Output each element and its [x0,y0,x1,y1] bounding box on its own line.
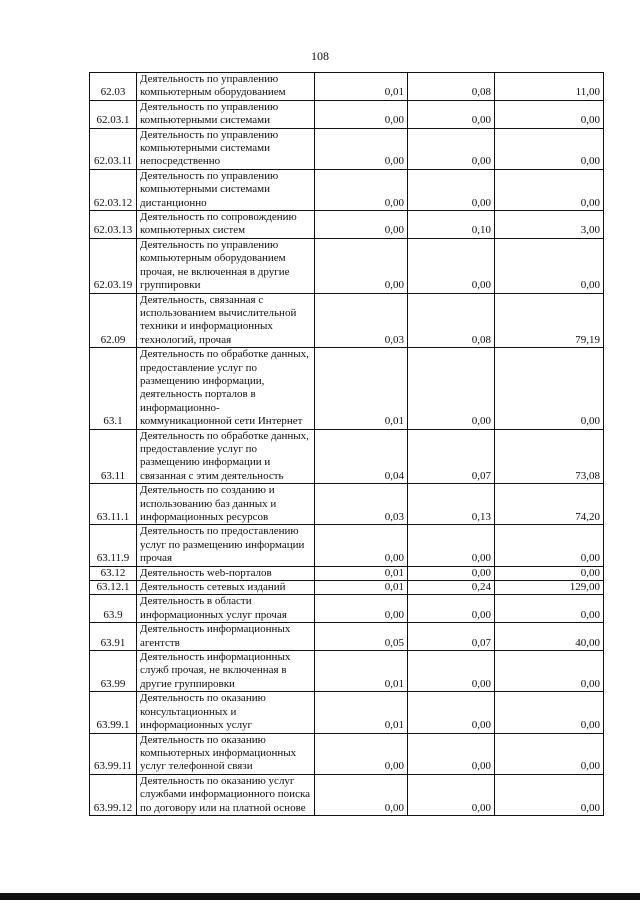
value-1-cell: 0,00 [315,774,408,815]
description-cell: Деятельность по оказанию консультационных и информационных услуг [137,692,315,733]
value-2-cell: 0,00 [408,595,495,623]
code-cell: 63.11 [90,429,137,484]
value-2-cell: 0,08 [408,293,495,348]
description-cell: Деятельность по управлению компьютерным оборудованием [137,73,315,101]
value-2-cell: 0,00 [408,348,495,429]
code-cell: 63.99 [90,651,137,692]
value-1-cell: 0,00 [315,733,408,774]
value-1-cell: 0,00 [315,211,408,239]
value-1-cell: 0,00 [315,100,408,128]
description-cell: Деятельность по созданию и использованию баз данных и информационных ресурсов [137,484,315,525]
table-row [90,429,604,484]
description-cell: Деятельность информационных служб прочая, не включенная в другие группировки [137,651,315,692]
value-1-cell: 0,01 [315,73,408,101]
value-2-cell: 0,00 [408,128,495,169]
value-3-cell: 3,00 [495,211,604,239]
description-cell: Деятельность сетевых изданий [137,581,315,595]
value-2-cell: 0,00 [408,238,495,293]
value-1-cell: 0,01 [315,581,408,595]
description-cell: Деятельность по управлению компьютерными системами [137,100,315,128]
value-1-cell: 0,01 [315,566,408,580]
code-cell: 62.03.12 [90,169,137,210]
value-3-cell: 0,00 [495,348,604,429]
value-1-cell: 0,01 [315,651,408,692]
value-2-cell: 0,00 [408,100,495,128]
value-3-cell: 11,00 [495,73,604,101]
value-3-cell: 0,00 [495,128,604,169]
value-3-cell: 0,00 [495,100,604,128]
table-body [90,73,604,816]
value-2-cell: 0,00 [408,169,495,210]
description-cell: Деятельность по оказанию компьютерных информационных услуг телефонной связи [137,733,315,774]
value-1-cell: 0,00 [315,525,408,566]
value-1-cell: 0,00 [315,169,408,210]
description-cell: Деятельность информационных агентств [137,623,315,651]
description-cell: Деятельность, связанная с использованием вычислительной техники и информационных технологий, прочая [137,293,315,348]
code-cell: 63.91 [90,623,137,651]
table-row [90,733,604,774]
code-cell: 63.99.1 [90,692,137,733]
value-3-cell: 0,00 [495,238,604,293]
code-cell: 63.12.1 [90,581,137,595]
description-cell: Деятельность по сопровождению компьютерных систем [137,211,315,239]
value-1-cell: 0,00 [315,595,408,623]
value-2-cell: 0,07 [408,623,495,651]
code-cell: 63.99.11 [90,733,137,774]
code-cell: 62.03.1 [90,100,137,128]
table-row [90,293,604,348]
code-cell: 63.12 [90,566,137,580]
code-cell: 63.9 [90,595,137,623]
value-1-cell: 0,01 [315,348,408,429]
description-cell: Деятельность по управлению компьютерным оборудованием прочая, не включенная в другие группировки [137,238,315,293]
code-cell: 63.11.1 [90,484,137,525]
table-row [90,484,604,525]
value-1-cell: 0,03 [315,484,408,525]
value-2-cell: 0,10 [408,211,495,239]
value-3-cell: 0,00 [495,566,604,580]
value-2-cell: 0,24 [408,581,495,595]
value-2-cell: 0,07 [408,429,495,484]
value-3-cell: 0,00 [495,692,604,733]
table-row [90,581,604,595]
value-3-cell: 73,08 [495,429,604,484]
value-1-cell: 0,04 [315,429,408,484]
table-row [90,128,604,169]
value-3-cell: 0,00 [495,651,604,692]
description-cell: Деятельность по оказанию услуг службами информационного поиска по договору или на платной основе [137,774,315,815]
value-1-cell: 0,05 [315,623,408,651]
table-row [90,774,604,815]
table-row [90,348,604,429]
table-row [90,100,604,128]
description-cell: Деятельность по обработке данных, предоставление услуг по размещению информации и связанная с этим деятельность [137,429,315,484]
value-2-cell: 0,00 [408,651,495,692]
value-2-cell: 0,13 [408,484,495,525]
code-cell: 63.1 [90,348,137,429]
scan-bottom-edge [0,893,640,900]
table-row [90,595,604,623]
table-row [90,73,604,101]
table-row [90,651,604,692]
value-2-cell: 0,00 [408,774,495,815]
code-cell: 63.99.12 [90,774,137,815]
code-cell: 62.03.13 [90,211,137,239]
value-2-cell: 0,00 [408,566,495,580]
table-row [90,566,604,580]
code-cell: 63.11.9 [90,525,137,566]
value-3-cell: 0,00 [495,525,604,566]
value-3-cell: 0,00 [495,595,604,623]
value-1-cell: 0,03 [315,293,408,348]
table-row [90,623,604,651]
value-3-cell: 0,00 [495,733,604,774]
table-row [90,525,604,566]
value-2-cell: 0,00 [408,525,495,566]
code-cell: 62.03.11 [90,128,137,169]
value-1-cell: 0,00 [315,238,408,293]
table-row [90,211,604,239]
activity-table [89,72,604,816]
value-3-cell: 40,00 [495,623,604,651]
value-3-cell: 74,20 [495,484,604,525]
code-cell: 62.03.19 [90,238,137,293]
code-cell: 62.09 [90,293,137,348]
description-cell: Деятельность по предоставлению услуг по размещению информации прочая [137,525,315,566]
value-2-cell: 0,00 [408,733,495,774]
table-row [90,169,604,210]
page-number: 108 [311,49,329,63]
value-3-cell: 0,00 [495,169,604,210]
description-cell: Деятельность web-порталов [137,566,315,580]
value-2-cell: 0,00 [408,692,495,733]
value-3-cell: 0,00 [495,774,604,815]
value-1-cell: 0,01 [315,692,408,733]
table-row [90,238,604,293]
value-1-cell: 0,00 [315,128,408,169]
description-cell: Деятельность в области информационных услуг прочая [137,595,315,623]
value-3-cell: 129,00 [495,581,604,595]
value-3-cell: 79,19 [495,293,604,348]
description-cell: Деятельность по управлению компьютерными системами непосредственно [137,128,315,169]
description-cell: Деятельность по обработке данных, предоставление услуг по размещению информации, деятельность порталов в информационно-коммуникационной сети Интернет [137,348,315,429]
code-cell: 62.03 [90,73,137,101]
description-cell: Деятельность по управлению компьютерными системами дистанционно [137,169,315,210]
table-row [90,692,604,733]
value-2-cell: 0,08 [408,73,495,101]
